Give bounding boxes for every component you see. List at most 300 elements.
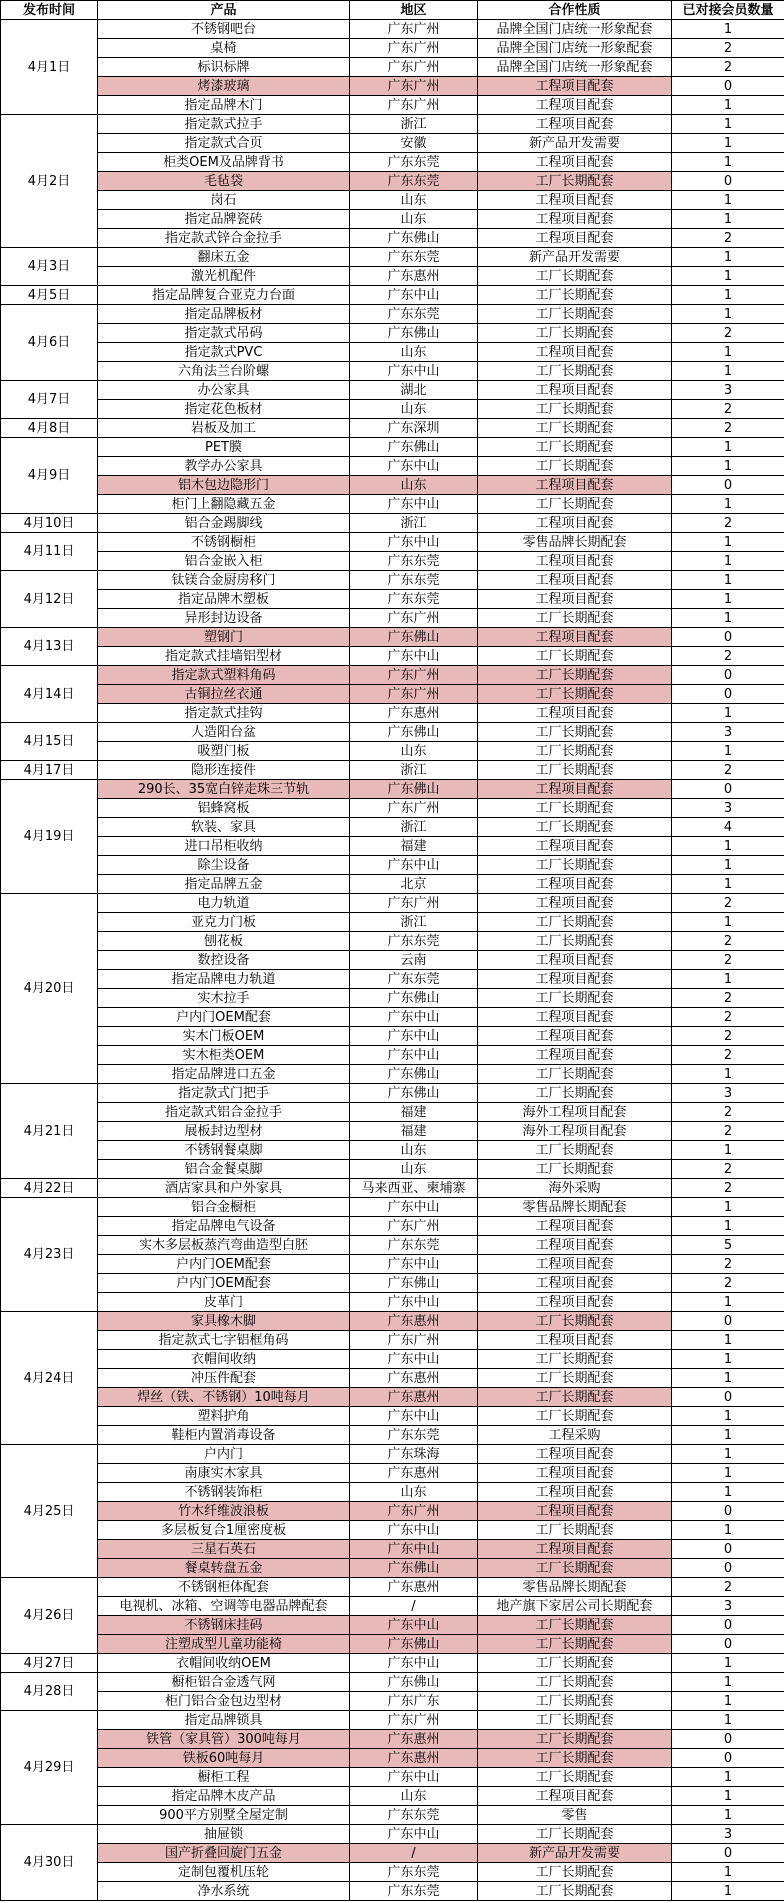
product-cell: 柜门铝合金包边型材: [98, 1692, 350, 1711]
date-cell: 4月24日: [1, 1312, 98, 1445]
region-cell: 广东东莞: [350, 305, 478, 324]
cooperation-type-cell: 工厂长期配套: [478, 324, 672, 343]
table-row: [1, 761, 784, 780]
product-cell: 三星石英石: [98, 1540, 350, 1559]
table-row: [1, 1217, 784, 1236]
region-cell: 福建: [350, 837, 478, 856]
member-count-cell: 1: [672, 1407, 784, 1426]
region-cell: 广东东莞: [350, 1863, 478, 1882]
member-count-cell: 2: [672, 647, 784, 666]
product-cell: 岗石: [98, 191, 350, 210]
cooperation-type-cell: 工程项目配套: [478, 1008, 672, 1027]
date-cell: 4月27日: [1, 1654, 98, 1673]
date-cell: 4月23日: [1, 1198, 98, 1312]
region-cell: 广东广州: [350, 20, 478, 39]
member-count-cell: 2: [672, 1179, 784, 1198]
cooperation-type-cell: 工厂长期配套: [478, 1730, 672, 1749]
cooperation-type-cell: 零售品牌长期配套: [478, 1198, 672, 1217]
table-row: [1, 571, 784, 590]
member-count-cell: 1: [672, 552, 784, 571]
table-row: [1, 1882, 784, 1901]
table-row: [1, 248, 784, 267]
member-count-cell: 0: [672, 172, 784, 191]
member-count-cell: 1: [672, 1369, 784, 1388]
member-count-cell: 1: [672, 20, 784, 39]
cooperation-type-cell: 新产品开发需要: [478, 134, 672, 153]
table-row: [1, 1863, 784, 1882]
product-cell: 国产折叠回旋门五金: [98, 1844, 350, 1863]
table-row: [1, 1635, 784, 1654]
cooperation-type-cell: 工厂长期配套: [478, 1407, 672, 1426]
member-count-cell: 1: [672, 1863, 784, 1882]
cooperation-type-cell: 工厂长期配套: [478, 799, 672, 818]
region-cell: 广东惠州: [350, 704, 478, 723]
region-cell: 广东广州: [350, 799, 478, 818]
member-count-cell: 0: [672, 666, 784, 685]
product-cell: 铝蜂窝板: [98, 799, 350, 818]
region-cell: 广东广州: [350, 1711, 478, 1730]
table-row: [1, 1730, 784, 1749]
cooperation-type-cell: 工程项目配套: [478, 1274, 672, 1293]
table-row: [1, 210, 784, 229]
region-cell: 山东: [350, 210, 478, 229]
region-cell: 广东佛山: [350, 229, 478, 248]
product-cell: 指定款式挂钩: [98, 704, 350, 723]
cooperation-type-cell: 工程项目配套: [478, 343, 672, 362]
cooperation-type-cell: 工程项目配套: [478, 476, 672, 495]
cooperation-type-cell: 工厂长期配套: [478, 1559, 672, 1578]
member-count-cell: 1: [672, 495, 784, 514]
region-cell: 广东东莞: [350, 1806, 478, 1825]
region-cell: 广东珠海: [350, 1445, 478, 1464]
table-row: [1, 1293, 784, 1312]
region-cell: 广东惠州: [350, 1312, 478, 1331]
region-cell: 广东惠州: [350, 1369, 478, 1388]
member-count-cell: 0: [672, 1540, 784, 1559]
cooperation-type-cell: 工厂长期配套: [478, 1635, 672, 1654]
table-row: [1, 1027, 784, 1046]
region-cell: 广东东莞: [350, 172, 478, 191]
table-row: [1, 856, 784, 875]
table-row: [1, 39, 784, 58]
member-count-cell: 3: [672, 1825, 784, 1844]
table-row: [1, 1768, 784, 1787]
product-cell: 指定款式挂墙铝型材: [98, 647, 350, 666]
cooperation-type-cell: 海外工程项目配套: [478, 1103, 672, 1122]
region-cell: 广东广州: [350, 894, 478, 913]
region-cell: 广东中山: [350, 1616, 478, 1635]
cooperation-type-cell: 工厂长期配套: [478, 1863, 672, 1882]
region-cell: 广东佛山: [350, 438, 478, 457]
table-row: [1, 1008, 784, 1027]
date-cell: 4月20日: [1, 894, 98, 1084]
product-cell: 指定品牌电力轨道: [98, 970, 350, 989]
product-cell: 指定品牌木塑板: [98, 590, 350, 609]
table-row: [1, 590, 784, 609]
table-row: [1, 989, 784, 1008]
cooperation-type-cell: 工程项目配套: [478, 1483, 672, 1502]
cooperation-type-cell: 品牌全国门店统一形象配套: [478, 58, 672, 77]
table-row: [1, 609, 784, 628]
region-cell: 广东广州: [350, 666, 478, 685]
product-cell: 办公家具: [98, 381, 350, 400]
cooperation-type-cell: 工程项目配套: [478, 628, 672, 647]
region-cell: 广东东莞: [350, 970, 478, 989]
region-cell: 山东: [350, 1483, 478, 1502]
date-cell: 4月1日: [1, 20, 98, 115]
region-cell: 广东东莞: [350, 1236, 478, 1255]
cooperation-type-cell: 新产品开发需要: [478, 248, 672, 267]
member-count-cell: 1: [672, 134, 784, 153]
cooperation-type-cell: 工程项目配套: [478, 1787, 672, 1806]
product-cell: 指定花色板材: [98, 400, 350, 419]
member-count-cell: 1: [672, 1065, 784, 1084]
table-row: [1, 229, 784, 248]
member-count-cell: 0: [672, 476, 784, 495]
member-count-cell: 0: [672, 77, 784, 96]
region-cell: 福建: [350, 1122, 478, 1141]
member-count-cell: 1: [672, 704, 784, 723]
cooperation-type-cell: 工程项目配套: [478, 514, 672, 533]
cooperation-type-cell: 工厂长期配套: [478, 913, 672, 932]
table-row: [1, 1692, 784, 1711]
product-cell: 不锈钢餐桌脚: [98, 1141, 350, 1160]
member-count-cell: 1: [672, 305, 784, 324]
member-count-cell: 2: [672, 400, 784, 419]
region-cell: 广东广州: [350, 609, 478, 628]
region-cell: 广东中山: [350, 1521, 478, 1540]
member-count-cell: 1: [672, 1654, 784, 1673]
cooperation-type-cell: 工厂长期配套: [478, 761, 672, 780]
product-cell: 数控设备: [98, 951, 350, 970]
member-count-cell: 2: [672, 1160, 784, 1179]
member-count-cell: 1: [672, 457, 784, 476]
cooperation-type-cell: 地产旗下家居公司长期配套: [478, 1597, 672, 1616]
product-cell: 桌椅: [98, 39, 350, 58]
cooperation-type-cell: 零售品牌长期配套: [478, 1578, 672, 1597]
cooperation-type-cell: 工厂长期配套: [478, 1673, 672, 1692]
header-date: 发布时间: [1, 1, 98, 20]
region-cell: 广东中山: [350, 1825, 478, 1844]
product-cell: 指定品牌瓷砖: [98, 210, 350, 229]
region-cell: 广东中山: [350, 1768, 478, 1787]
member-count-cell: 1: [672, 1806, 784, 1825]
cooperation-type-cell: 工厂长期配套: [478, 1654, 672, 1673]
region-cell: 广东佛山: [350, 1635, 478, 1654]
region-cell: 湖北: [350, 381, 478, 400]
product-cell: 指定款式拉手: [98, 115, 350, 134]
table-row: [1, 134, 784, 153]
member-count-cell: 1: [672, 1882, 784, 1901]
date-cell: 4月5日: [1, 286, 98, 305]
table-row: [1, 77, 784, 96]
region-cell: 广东东莞: [350, 1882, 478, 1901]
cooperation-type-cell: 工厂长期配套: [478, 286, 672, 305]
member-count-cell: 2: [672, 1046, 784, 1065]
region-cell: 广东东莞: [350, 248, 478, 267]
table-row: [1, 704, 784, 723]
region-cell: 广东中山: [350, 1008, 478, 1027]
date-cell: 4月6日: [1, 305, 98, 381]
date-cell: 4月22日: [1, 1179, 98, 1198]
table-row: [1, 1502, 784, 1521]
region-cell: 广东中山: [350, 495, 478, 514]
table-row: [1, 685, 784, 704]
region-cell: 广东广州: [350, 39, 478, 58]
product-cell: 不锈钢橱柜: [98, 533, 350, 552]
product-cell: 隐形连接件: [98, 761, 350, 780]
product-cell: 家具橡木脚: [98, 1312, 350, 1331]
table-row: [1, 1445, 784, 1464]
product-cell: 除尘设备: [98, 856, 350, 875]
product-cell: 指定品牌板材: [98, 305, 350, 324]
member-count-cell: 0: [672, 628, 784, 647]
table-row: [1, 837, 784, 856]
product-cell: 铁板60吨每月: [98, 1749, 350, 1768]
table-row: [1, 1749, 784, 1768]
product-cell: 电视机、冰箱、空调等电器品牌配套: [98, 1597, 350, 1616]
cooperation-type-cell: 新产品开发需要: [478, 1844, 672, 1863]
region-cell: 马来西亚、柬埔寨: [350, 1179, 478, 1198]
cooperation-type-cell: 工程项目配套: [478, 704, 672, 723]
product-cell: 铝木包边隐形门: [98, 476, 350, 495]
table-row: [1, 305, 784, 324]
cooperation-type-cell: 工程项目配套: [478, 1540, 672, 1559]
table-row: [1, 1274, 784, 1293]
table-row: [1, 1350, 784, 1369]
region-cell: 广东佛山: [350, 989, 478, 1008]
product-cell: 塑钢门: [98, 628, 350, 647]
cooperation-type-cell: 工厂长期配套: [478, 438, 672, 457]
member-count-cell: 3: [672, 1597, 784, 1616]
member-count-cell: 1: [672, 609, 784, 628]
product-cell: 橱柜铝合金透气网: [98, 1673, 350, 1692]
date-cell: 4月17日: [1, 761, 98, 780]
cooperation-type-cell: 工厂长期配套: [478, 1521, 672, 1540]
region-cell: 广东中山: [350, 1293, 478, 1312]
product-cell: 酒店家具和户外家具: [98, 1179, 350, 1198]
table-row: [1, 1654, 784, 1673]
member-count-cell: 1: [672, 1768, 784, 1787]
product-cell: 不锈钢床挂码: [98, 1616, 350, 1635]
cooperation-type-cell: 工程项目配套: [478, 96, 672, 115]
product-cell: 竹木纤维波浪板: [98, 1502, 350, 1521]
table-row: [1, 172, 784, 191]
product-cell: 实木多层板蒸汽弯曲造型白胚: [98, 1236, 350, 1255]
member-count-cell: 1: [672, 1445, 784, 1464]
member-count-cell: 1: [672, 1673, 784, 1692]
cooperation-type-cell: 工程项目配套: [478, 1217, 672, 1236]
region-cell: 广东中山: [350, 533, 478, 552]
table-row: [1, 400, 784, 419]
product-cell: 冲压件配套: [98, 1369, 350, 1388]
region-cell: 广东广州: [350, 58, 478, 77]
product-cell: 展板封边型材: [98, 1122, 350, 1141]
member-count-cell: 2: [672, 1255, 784, 1274]
table-row: [1, 723, 784, 742]
member-count-cell: 0: [672, 685, 784, 704]
member-count-cell: 1: [672, 248, 784, 267]
region-cell: 广东中山: [350, 362, 478, 381]
table-row: [1, 1046, 784, 1065]
member-count-cell: 0: [672, 1749, 784, 1768]
cooperation-type-cell: 工厂长期配套: [478, 818, 672, 837]
date-cell: 4月9日: [1, 438, 98, 514]
region-cell: 广东中山: [350, 1654, 478, 1673]
region-cell: 福建: [350, 1103, 478, 1122]
member-count-cell: 1: [672, 1293, 784, 1312]
date-cell: 4月19日: [1, 780, 98, 894]
cooperation-type-cell: 品牌全国门店统一形象配套: [478, 39, 672, 58]
cooperation-type-cell: 工程项目配套: [478, 153, 672, 172]
product-cell: 定制包覆机压轮: [98, 1863, 350, 1882]
product-cell: 净水系统: [98, 1882, 350, 1901]
product-cell: 吸塑门板: [98, 742, 350, 761]
region-cell: 广东惠州: [350, 267, 478, 286]
table-row: [1, 1806, 784, 1825]
product-cell: 指定款式七字铝框角码: [98, 1331, 350, 1350]
member-count-cell: 1: [672, 571, 784, 590]
region-cell: 广东广州: [350, 1217, 478, 1236]
product-cell: 实木门板OEM: [98, 1027, 350, 1046]
member-count-cell: 1: [672, 96, 784, 115]
member-count-cell: 1: [672, 1692, 784, 1711]
product-cell: 柜门上翻隐藏五金: [98, 495, 350, 514]
region-cell: 广东佛山: [350, 1274, 478, 1293]
cooperation-type-cell: 工厂长期配套: [478, 457, 672, 476]
member-count-cell: 3: [672, 723, 784, 742]
region-cell: 广东惠州: [350, 1730, 478, 1749]
cooperation-type-cell: 工程项目配套: [478, 1255, 672, 1274]
region-cell: 广东中山: [350, 1046, 478, 1065]
product-cell: 亚克力门板: [98, 913, 350, 932]
member-count-cell: 2: [672, 1027, 784, 1046]
member-count-cell: 1: [672, 191, 784, 210]
member-count-cell: 1: [672, 533, 784, 552]
region-cell: 广东佛山: [350, 723, 478, 742]
cooperation-type-cell: 工程项目配套: [478, 1046, 672, 1065]
member-count-cell: 2: [672, 1103, 784, 1122]
cooperation-type-cell: 工程采购: [478, 1426, 672, 1445]
cooperation-type-cell: 工厂长期配套: [478, 267, 672, 286]
member-count-cell: 2: [672, 229, 784, 248]
member-count-cell: 1: [672, 1198, 784, 1217]
table-row: [1, 58, 784, 77]
region-cell: 广东中山: [350, 856, 478, 875]
member-count-cell: 2: [672, 951, 784, 970]
product-cell: 指定品牌电气设备: [98, 1217, 350, 1236]
member-count-cell: 0: [672, 1844, 784, 1863]
table-row: [1, 381, 784, 400]
region-cell: 广东惠州: [350, 1464, 478, 1483]
member-count-cell: 1: [672, 742, 784, 761]
region-cell: 广东广州: [350, 1331, 478, 1350]
table-row: [1, 1426, 784, 1445]
cooperation-type-cell: 工程项目配套: [478, 1293, 672, 1312]
cooperation-type-cell: 工程项目配套: [478, 571, 672, 590]
cooperation-type-cell: 工厂长期配套: [478, 1388, 672, 1407]
cooperation-type-cell: 工厂长期配套: [478, 1065, 672, 1084]
region-cell: 广东中山: [350, 1255, 478, 1274]
member-count-cell: 1: [672, 362, 784, 381]
member-count-cell: 0: [672, 1502, 784, 1521]
product-cell: 异形封边设备: [98, 609, 350, 628]
product-cell: 不锈钢装饰柜: [98, 1483, 350, 1502]
cooperation-type-cell: 工程项目配套: [478, 229, 672, 248]
table-row: [1, 1122, 784, 1141]
cooperation-type-cell: 零售品牌长期配套: [478, 533, 672, 552]
date-cell: 4月26日: [1, 1578, 98, 1654]
product-cell: 290长、35宽白锌走珠三节轨: [98, 780, 350, 799]
region-cell: 广东佛山: [350, 780, 478, 799]
cooperation-type-cell: 工厂长期配套: [478, 1312, 672, 1331]
table-row: [1, 457, 784, 476]
member-count-cell: 1: [672, 1426, 784, 1445]
table-row: [1, 1787, 784, 1806]
member-count-cell: 0: [672, 780, 784, 799]
cooperation-type-cell: 工厂长期配套: [478, 723, 672, 742]
member-count-cell: 1: [672, 837, 784, 856]
cooperation-type-cell: 工厂长期配套: [478, 1084, 672, 1103]
member-count-cell: 2: [672, 58, 784, 77]
table-row: [1, 476, 784, 495]
region-cell: 浙江: [350, 761, 478, 780]
member-count-cell: 1: [672, 286, 784, 305]
table-row: [1, 20, 784, 39]
member-count-cell: 1: [672, 913, 784, 932]
table-row: [1, 324, 784, 343]
product-cell: 鞋柜内置消毒设备: [98, 1426, 350, 1445]
product-cell: 铝合金嵌入柜: [98, 552, 350, 571]
member-count-cell: 1: [672, 875, 784, 894]
table-row: [1, 96, 784, 115]
product-cell: 进口吊柜收纳: [98, 837, 350, 856]
region-cell: 山东: [350, 1787, 478, 1806]
member-count-cell: 0: [672, 1312, 784, 1331]
table-row: [1, 1540, 784, 1559]
member-count-cell: 5: [672, 1236, 784, 1255]
product-cell: 多层板复合1厘密度板: [98, 1521, 350, 1540]
member-count-cell: 0: [672, 1635, 784, 1654]
date-cell: 4月14日: [1, 666, 98, 723]
member-count-cell: 1: [672, 1331, 784, 1350]
product-cell: 不锈钢吧台: [98, 20, 350, 39]
product-cell: 铝合金踢脚线: [98, 514, 350, 533]
cooperation-type-cell: 工程项目配套: [478, 115, 672, 134]
cooperation-type-cell: 工厂长期配套: [478, 1160, 672, 1179]
table-row: [1, 1483, 784, 1502]
product-cell: 指定款式合页: [98, 134, 350, 153]
member-count-cell: 1: [672, 210, 784, 229]
product-cell: 岩板及加工: [98, 419, 350, 438]
table-row: [1, 115, 784, 134]
region-cell: 山东: [350, 476, 478, 495]
product-cell: 指定品牌木皮产品: [98, 1787, 350, 1806]
product-cell: 塑料护角: [98, 1407, 350, 1426]
cooperation-type-cell: 工厂长期配套: [478, 172, 672, 191]
table-row: [1, 1065, 784, 1084]
table-row: [1, 552, 784, 571]
date-cell: 4月25日: [1, 1445, 98, 1578]
cooperation-type-cell: 工厂长期配套: [478, 1882, 672, 1901]
product-cell: 指定款式塑料角码: [98, 666, 350, 685]
cooperation-type-cell: 工程项目配套: [478, 1331, 672, 1350]
region-cell: 广东东莞: [350, 1426, 478, 1445]
product-cell: 户内门OEM配套: [98, 1008, 350, 1027]
region-cell: 广东东莞: [350, 571, 478, 590]
cooperation-type-cell: 工程项目配套: [478, 970, 672, 989]
member-count-cell: 2: [672, 39, 784, 58]
